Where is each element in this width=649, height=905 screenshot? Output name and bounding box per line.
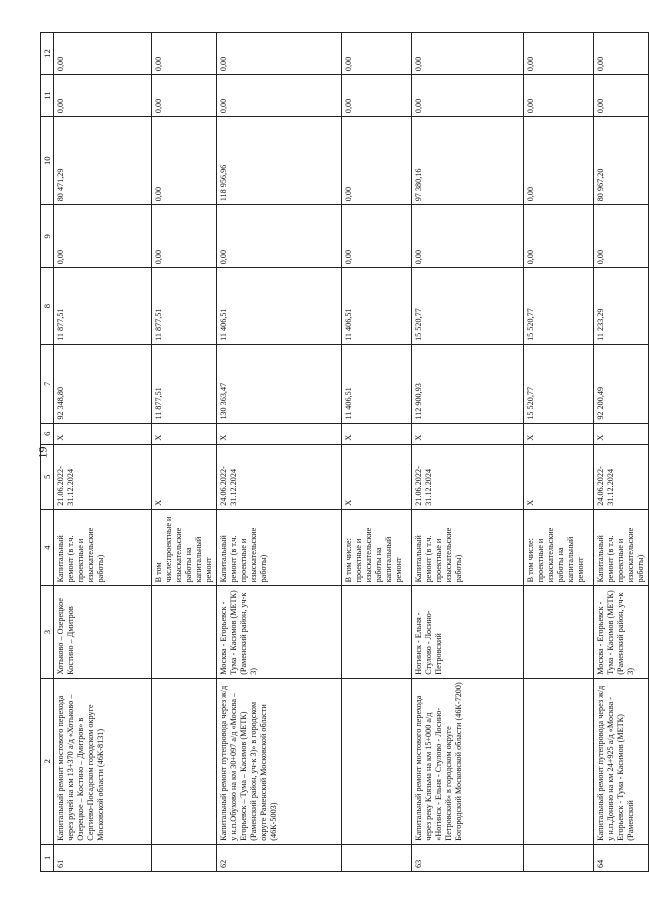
table-cell: 64 [594, 844, 649, 871]
table-cell [342, 844, 412, 871]
table-cell: В том числе:проектные и изыскательские работы на капитальный ремонт [152, 509, 217, 586]
table-cell: Капитальный ремонт (в т.ч. проектные и изыскательские работы) [412, 509, 524, 586]
table-cell: Х [594, 423, 649, 444]
table-cell: 0,00 [342, 117, 412, 205]
table-body [41, 33, 649, 872]
table-cell: 80 471,29 [54, 117, 152, 205]
table-cell: 21.06.2022- 31.12.2024 [54, 444, 152, 509]
table-cell: Капитальный ремонт (в т.ч. проектные и изыскательские работы) [217, 509, 342, 586]
table-cell: 0,00 [54, 33, 152, 75]
table-row [412, 33, 524, 872]
table-cell: Москва - Егорьевск - Тума - Касимов (МЕТК) (Раменский район, уч-к 3) [594, 586, 649, 678]
table-cell [152, 844, 217, 871]
table-cell: Х [152, 423, 217, 444]
table-cell: Х [524, 444, 594, 509]
table-cell: 0,00 [412, 33, 524, 75]
table-cell: 0,00 [217, 75, 342, 117]
page-number: 19 [35, 446, 50, 459]
table-cell: Капитальный ремонт путепровода через ж/д у н.п.Обухово на км 30+097 а/д «Москва – Егорьевск – Тума – Касимов (МЕТК) (Раменский район, уч-к 3)» в городском округе Раменский Московской области (46К-5003) [217, 678, 342, 844]
table-cell: Хотьково – Озерецкое Костино – Дмитров [54, 586, 152, 678]
budget-table [40, 32, 649, 872]
table-cell: 118 956,96 [217, 117, 342, 205]
table-cell: 11 406,51 [342, 268, 412, 345]
table-row [594, 33, 649, 872]
table-cell: Х [54, 423, 152, 444]
table-cell: В том числе: проектные и изыскательские работы на капитальный ремонт [524, 509, 594, 586]
table-cell: 80 967,20 [594, 117, 649, 205]
table-cell: 0,00 [412, 75, 524, 117]
column-header: 7 [41, 344, 54, 423]
table-cell: 15 520,77 [412, 268, 524, 345]
table-cell: В том числе: проектные и изыскательские работы на капитальный ремонт [342, 509, 412, 586]
table-cell: 0,00 [594, 205, 649, 268]
table-cell: 0,00 [342, 33, 412, 75]
column-header: 9 [41, 205, 54, 268]
table-cell: 0,00 [152, 205, 217, 268]
table-cell: Х [412, 423, 524, 444]
table-cell [152, 678, 217, 844]
table-cell [524, 844, 594, 871]
column-header: 8 [41, 268, 54, 345]
table-cell: 0,00 [524, 117, 594, 205]
column-header: 10 [41, 117, 54, 205]
table-cell: 11 877,51 [152, 344, 217, 423]
column-header: 4 [41, 509, 54, 586]
table-cell: Капитальный ремонт путепровода через ж/д у н.п.Донино на км 24+925 а/д «Москва - Егорьевск - Тума - Касимов (МЕТК) (Раменский [594, 678, 649, 844]
table-cell: 92 200,49 [594, 344, 649, 423]
table-cell [342, 586, 412, 678]
table-cell [342, 678, 412, 844]
table-cell: 0,00 [524, 33, 594, 75]
column-header: 5 [41, 444, 54, 509]
table-cell: 24.06.2022- 31.12.2024 [217, 444, 342, 509]
table-cell: 0,00 [54, 205, 152, 268]
table-cell: 24.06.2022- 31.12.2024 [594, 444, 649, 509]
table-cell: 15 520,77 [524, 268, 594, 345]
table-cell: 0,00 [342, 205, 412, 268]
table-cell: 11 233,29 [594, 268, 649, 345]
table-row [217, 33, 342, 872]
table-cell: 15 520,77 [524, 344, 594, 423]
column-header: 1 [41, 844, 54, 871]
table-cell: 0,00 [342, 75, 412, 117]
table-cell: 0,00 [54, 75, 152, 117]
table-cell: 0,00 [217, 205, 342, 268]
table-cell [152, 586, 217, 678]
table-cell: 11 877,51 [54, 268, 152, 345]
table-cell: 0,00 [152, 117, 217, 205]
table-cell: 0,00 [152, 33, 217, 75]
table-cell: Капитальный ремонт мостового перехода через ручей на км 13+370 а/д «Хотьково – Озерецкое – Костино – Дмитров» в Сергиево-Посадском городском округе Московской области (46К-8131) [54, 678, 152, 844]
table-cell: 61 [54, 844, 152, 871]
table-cell: 11 406,51 [342, 344, 412, 423]
table-cell: Х [217, 423, 342, 444]
column-header: 11 [41, 75, 54, 117]
table-cell: 0,00 [524, 205, 594, 268]
table-cell: Х [342, 444, 412, 509]
table-cell: Х [152, 444, 217, 509]
table-cell: 97 380,16 [412, 117, 524, 205]
column-header: 2 [41, 678, 54, 844]
table-cell: Капитальный ремонт (в т.ч. проектные и изыскательские работы) [54, 509, 152, 586]
table-cell: 63 [412, 844, 524, 871]
table-cell: 0,00 [152, 75, 217, 117]
table-cell: 62 [217, 844, 342, 871]
rotated-page [40, 32, 646, 872]
table-row [524, 33, 594, 872]
table-cell: Москва - Егорьевск - Тума - Касимов (МЕТК) (Раменский район, уч-к 3) [217, 586, 342, 678]
column-header: 6 [41, 423, 54, 444]
table-row [342, 33, 412, 872]
table-cell [524, 586, 594, 678]
table-cell: 112 900,93 [412, 344, 524, 423]
table-row [54, 33, 152, 872]
table-cell: Капитальный ремонт мостового перехода через реку Клязьма на км 15+000 а/д «Ногинск - Ельня - Стулово - Лосино-Петровский» в городском округе Богородский Московской области (46К-7200) [412, 678, 524, 844]
table-cell: 0,00 [594, 75, 649, 117]
table-cell: 11 406,51 [217, 268, 342, 345]
table-cell: Капитальный ремонт (в т.ч. проектные и изыскательские работы) [594, 509, 649, 586]
table-cell: 11 877,51 [152, 268, 217, 345]
column-header: 12 [41, 33, 54, 75]
table-cell: Х [342, 423, 412, 444]
table-cell: 0,00 [412, 205, 524, 268]
table-cell: 21.06.2022- 31.12.2024 [412, 444, 524, 509]
table-cell: 0,00 [217, 33, 342, 75]
table-cell: 0,00 [524, 75, 594, 117]
table-row [152, 33, 217, 872]
header-row [41, 33, 54, 872]
table-cell: Ногинск - Ельня - Стулово - Лосино-Петровский [412, 586, 524, 678]
table-cell: Х [524, 423, 594, 444]
table-cell: 0,00 [594, 33, 649, 75]
column-header: 3 [41, 586, 54, 678]
table-cell [524, 678, 594, 844]
table-cell: 92 348,80 [54, 344, 152, 423]
table-cell: 130 363,47 [217, 344, 342, 423]
